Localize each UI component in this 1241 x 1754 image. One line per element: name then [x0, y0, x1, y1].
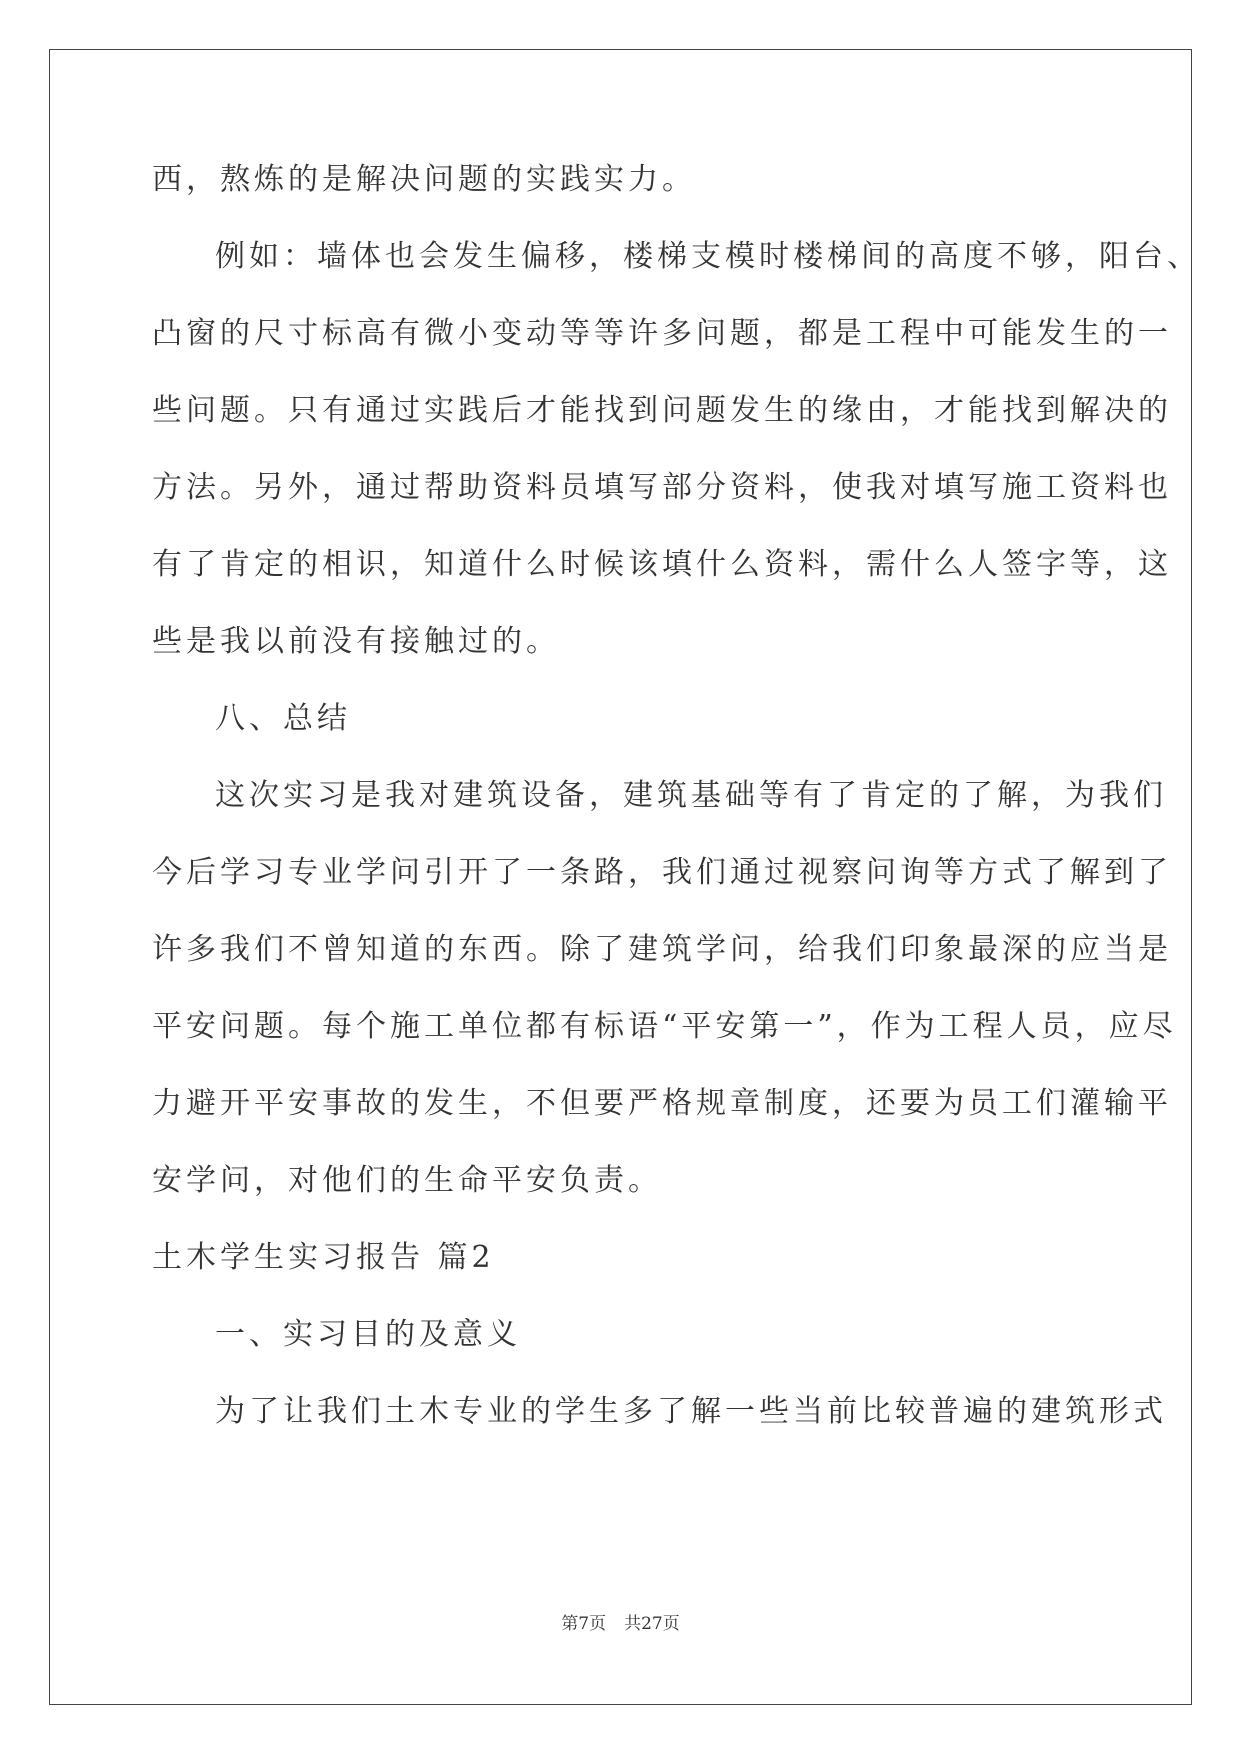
text-line: 为了让我们土木专业的学生多了解一些当前比较普遍的建筑形式	[215, 1394, 1167, 1429]
text-line: 些问题。只有通过实践后才能找到问题发生的缘由，才能找到解决的	[152, 393, 1172, 428]
text-line: 今后学习专业学问引开了一条路，我们通过视察问询等方式了解到了	[152, 855, 1172, 890]
report-title: 土木学生实习报告 篇2	[152, 1240, 495, 1275]
text-line: 这次实习是我对建筑设备，建筑基础等有了肯定的了解，为我们	[215, 778, 1167, 813]
text-line: 安学问，对他们的生命平安负责。	[152, 1163, 662, 1198]
text-line: 有了肯定的相识，知道什么时候该填什么资料，需什么人签字等，这	[152, 547, 1172, 582]
page-number-current: 第7页	[561, 1614, 607, 1634]
text-line: 例如：墙体也会发生偏移，楼梯支模时楼梯间的高度不够，阳台、	[215, 239, 1201, 274]
text-line: 许多我们不曾知道的东西。除了建筑学问，给我们印象最深的应当是	[152, 932, 1172, 967]
text-line: 力避开平安事故的发生，不但要严格规章制度，还要为员工们灌输平	[152, 1086, 1172, 1121]
text-line: 凸窗的尺寸标高有微小变动等等许多问题，都是工程中可能发生的一	[152, 316, 1172, 351]
text-line: 些是我以前没有接触过的。	[152, 624, 560, 659]
section-heading: 一、实习目的及意义	[215, 1317, 521, 1352]
page-number-total: 共27页	[624, 1614, 680, 1634]
section-heading: 八、总结	[215, 701, 351, 736]
text-line: 平安问题。每个施工单位都有标语“平安第一”，作为工程人员，应尽	[152, 1009, 1177, 1044]
text-line: 方法。另外，通过帮助资料员填写部分资料，使我对填写施工资料也	[152, 470, 1172, 505]
text-line: 西，熬炼的是解决问题的实践实力。	[152, 162, 696, 197]
page-footer	[0, 1612, 1241, 1636]
